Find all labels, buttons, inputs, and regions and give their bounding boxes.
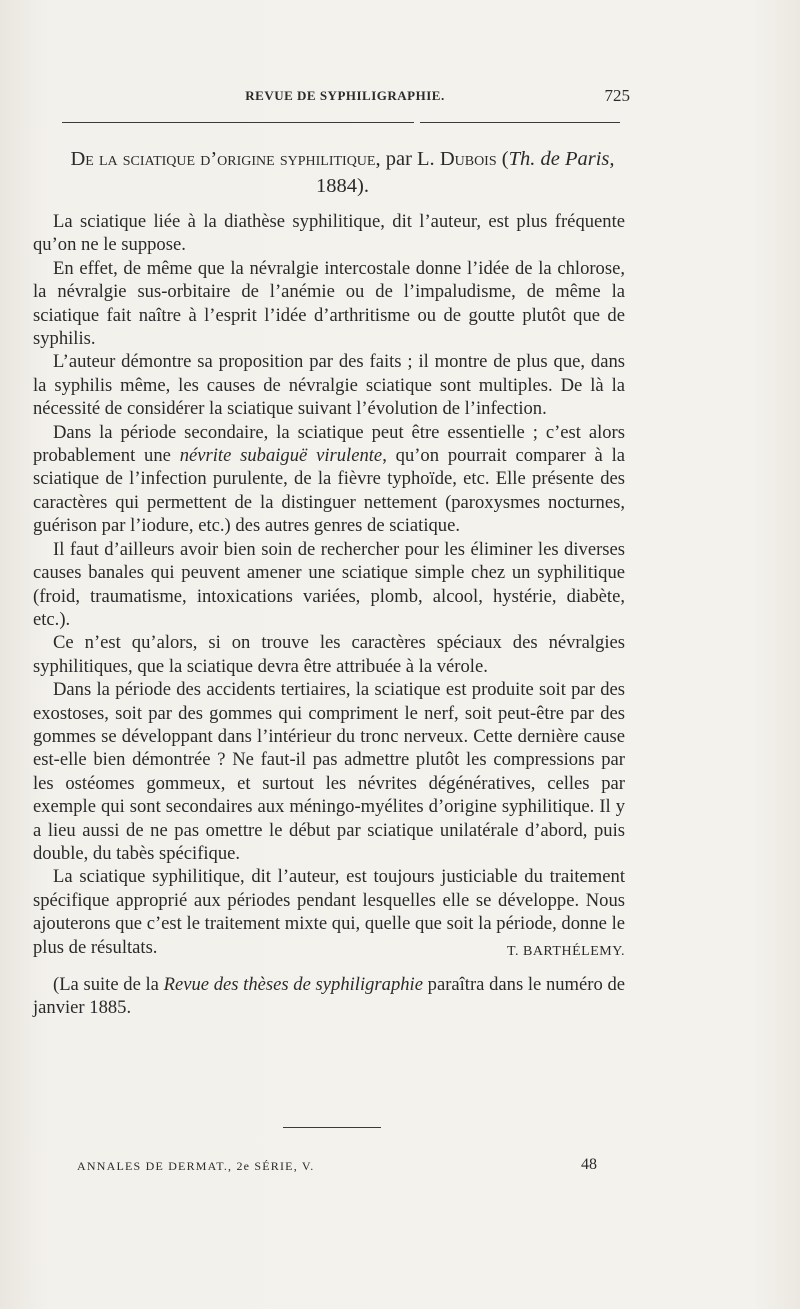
paragraph: En effet, de même que la névralgie intercostale donne l’idée de la chlorose, la névralgie sus-orbitaire de l’anémie ou de l’impaludisme, de même la sciatique fait naître à l’esprit l’idée d’arthritisme ou de goutte plutôt que de syphilis. [33, 257, 625, 350]
signature-line: ANNALES DE DERMAT., 2e SÉRIE, V. [77, 1159, 315, 1173]
article-title [55, 146, 630, 200]
paragraph-conclusion [33, 865, 625, 959]
title-year: 1884). [316, 175, 369, 197]
page-header [60, 88, 630, 114]
title-reference: Th. de Paris, [508, 148, 615, 170]
note-text-b: paraîtra dans le numéro de janvier 1885. [33, 974, 625, 1019]
running-head: REVUE DE SYPHILIGRAPHIE. [245, 88, 445, 103]
p4-italic-term: névrite subaiguë virulente [179, 445, 383, 467]
paragraph: Il faut d’ailleurs avoir bien soin de rechercher pour les éliminer les diverses causes banales qui peuvent amener une sciatique simple chez un syphilitique (froid, traumatisme, intoxications variées, plomb, alcool, hystérie, diabète, etc.). [33, 538, 625, 630]
note-italic-title: Revue des thèses de syphiligraphie [163, 974, 423, 995]
p4-text-b: , qu’on pourrait comparer à la sciatique de l’infection purulente, de la fièvre typhoïde, etc. Elle présente des caractères qui permettent de la distinguer nettement (paroxysmes nocturnes, guérison par l’iodure, etc.) des autres genres de sciatique. [33, 445, 626, 537]
page-number: 725 [604, 86, 630, 105]
paragraph: Ce n’est qu’alors, si on trouve les caractères spéciaux des névralgies syphilitiques, que la sciatique devra être attribuée à la vérole. [33, 632, 625, 677]
paragraph: L’auteur démontre sa proposition par des faits ; il montre de plus que, dans la syphilis même, les causes de névralgie sciatique sont multiples. De là la nécessité de considérer la sciatique suivant l’évolution de l’infection. [33, 351, 625, 420]
note-text-a: (La suite de la [53, 974, 164, 995]
title-author: Dubois [439, 148, 497, 170]
header-rule-right [420, 122, 620, 123]
paragraph: La sciatique liée à la diathèse syphilitique, dit l’auteur, est plus fréquente qu’on ne le suppose. [33, 211, 625, 256]
continuation-note [33, 973, 625, 1020]
reviewer-signature: T. BARTHÉLEMY. [506, 943, 625, 959]
title-prefix: De la sciatique d’origine syphilitique, [70, 148, 381, 170]
end-rule [283, 1127, 381, 1128]
p4-text-a: Dans la période secondaire, la sciatique peut être essentielle ; c’est alors probablement une [33, 421, 625, 467]
page-footer [77, 1156, 597, 1181]
paragraph-secondary-period [33, 421, 625, 538]
sheet-number: 48 [581, 1156, 597, 1173]
paragraph: Dans la période des accidents tertiaires, la sciatique est produite soit par des exostoses, soit par des gommes qui compriment le nerf, soit peut-être par des gommes se développant dans l’intérieur du tronc nerveux. Cette dernière cause est-elle bien démontrée ? Ne faut-il pas admettre plutôt les compressions par les ostéomes gommeux, et surtout les névrites dégénératives, celles par exemple qui sont secondaires aux méningo-myélites d’origine syphilitique. Il y a lieu aussi de ne pas omettre le début par sciatique unilatérale d’abord, puis double, du tabès spécifique. [33, 679, 625, 864]
title-ref-open: ( [496, 148, 509, 170]
title-by: par L. [380, 148, 440, 170]
article-body [33, 210, 625, 1020]
header-rule-left [62, 122, 414, 123]
conclusion-text: La sciatique syphilitique, dit l’auteur, est toujours justiciable du traitement spécifique approprié aux périodes pendant lesquelles elle se développe. Nous ajouterons que c’est le traitement mixte qui, quelle que soit la période, donne le plus de résultats. [33, 866, 625, 958]
